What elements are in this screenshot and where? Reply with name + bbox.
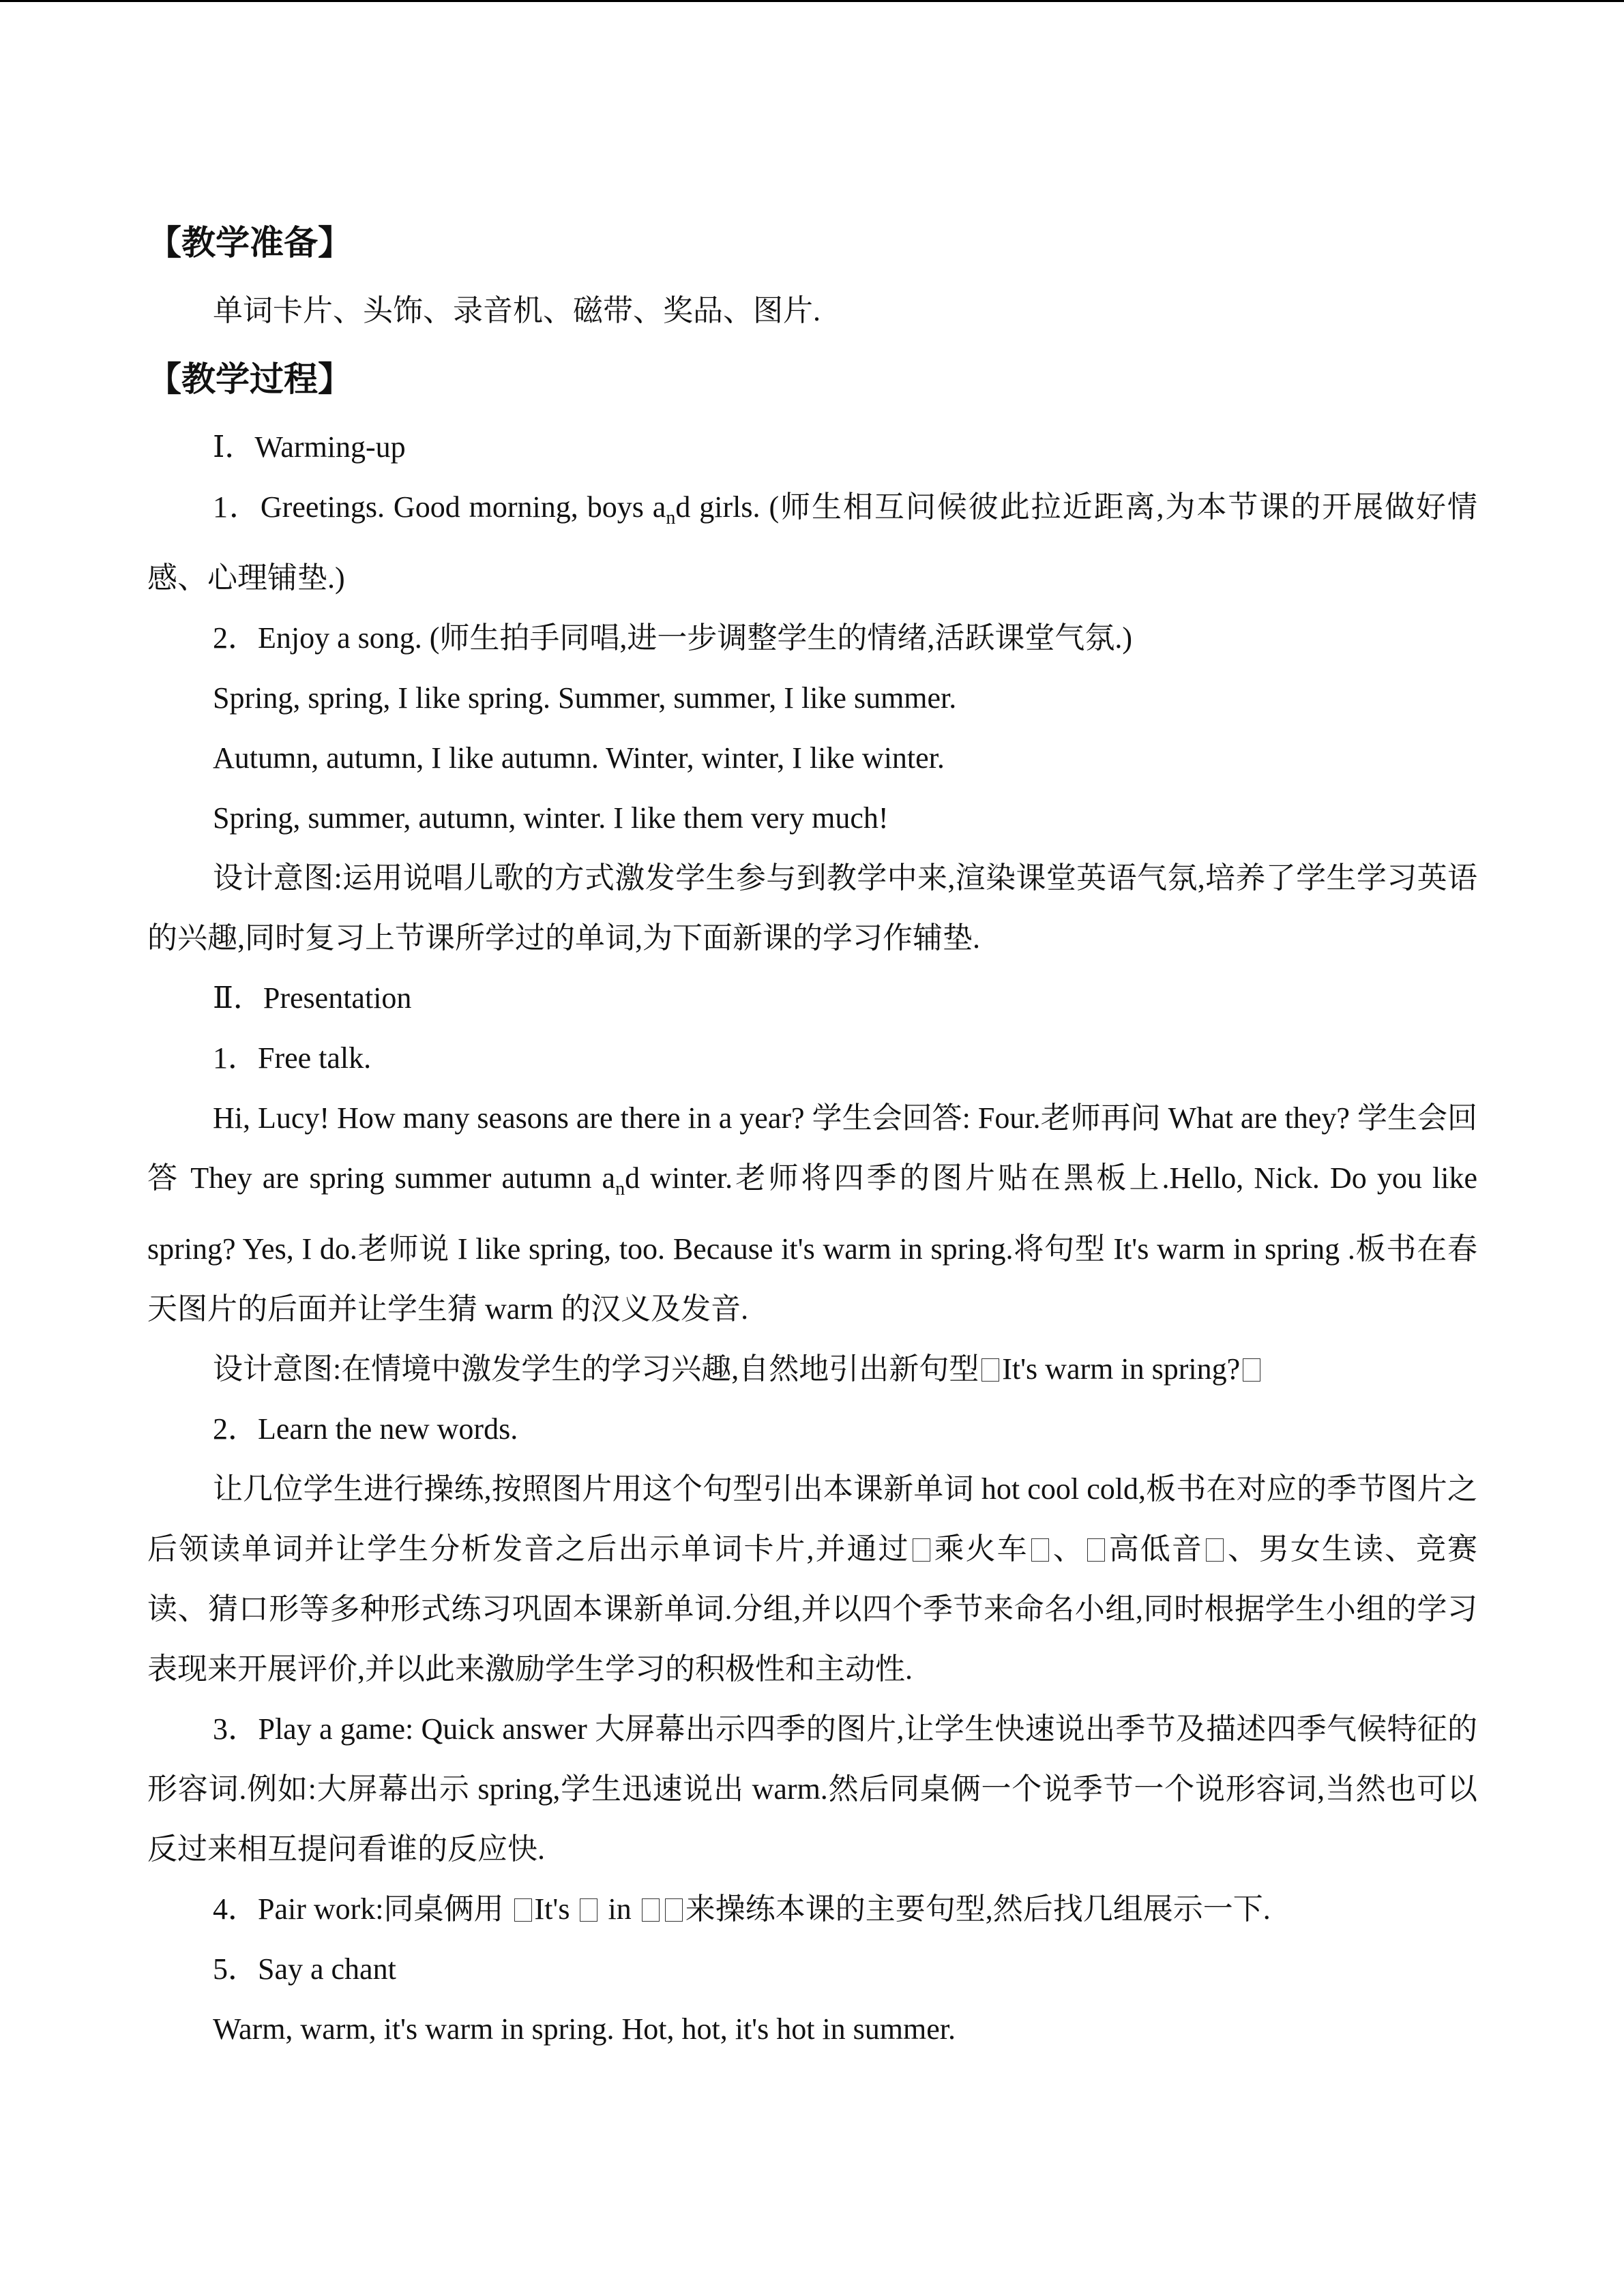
preparation-text: 单词卡片、头饰、录音机、磁带、奖品、图片. [213, 294, 821, 327]
learn-words-label: 2．Learn the new words. [213, 1412, 518, 1446]
design-intent-warming: 设计意图:运用说唱儿歌的方式激发学生参与到教学中来,渲染课堂英语气氛,培养了学生学习英语的兴趣,同时复习上节课所学过的单词,为下面新课的学习作辅垫. [147, 861, 1477, 955]
learn-words-paragraph: 让几位学生进行操练,按照图片用这个句型引出本课新单词 hot cool cold,板书在对应的季节图片之后领读单词并让学生分析发音之后出示单词卡片,并通过 乘火车 、 高低音 、男女生读、竞赛读、猜口形等多种形式练习巩固本课新单词.分组,并以四个季节来命名小组,同时根据学生小组的学习表现来开展评价,并以此来激励学生学习的积极性和主动性. [147, 1472, 1478, 1686]
missing-glyph-box [1087, 1538, 1105, 1562]
missing-glyph-box [514, 1898, 532, 1922]
missing-glyph-box [580, 1898, 597, 1922]
top-border [0, 0, 1624, 2]
missing-glyph-box [665, 1898, 683, 1922]
design-intent-presentation: 设计意图:在情境中激发学生的学习兴趣,自然地引出新句型 It's warm in spring? [147, 1339, 1477, 1399]
step-warming-up-title: Ⅰ．Warming-up [213, 430, 406, 464]
pair-work-paragraph: 4．Pair work:同桌俩用 It's in 来操练本课的主要句型,然后找几组展示一下. [213, 1892, 1271, 1926]
missing-glyph-box [913, 1538, 930, 1562]
free-talk-paragraph: Hi, Lucy! How many seasons are there in a year? 学生会回答: Four.老师再问 What are they? 学生会回答 They are spring summer autumn $a_nd$ winter.老师将四季的图片贴在黑板上.Hello, Nick. Do you like spring? Yes, I do.老师说 I like spring, too. Because it's warm in spring.将句型 It's warm in spring .板书在春天图片的后面并让学生猜 warm 的汉义及发音. [147, 1101, 1477, 1326]
song-line: Spring, summer, autumn, winter. I like them very much! [213, 801, 889, 835]
say-chant-label: 5．Say a chant [213, 1952, 396, 1986]
enjoy-song-paragraph: 2．Enjoy a song. (师生拍手同唱,进一步调整学生的情绪,活跃课堂气氛.) [213, 621, 1133, 655]
missing-glyph-box [1031, 1538, 1049, 1562]
missing-glyph-box [1206, 1538, 1224, 1562]
chant-line: Warm, warm, it's warm in spring. Hot, hot, it's hot in summer. [213, 2012, 956, 2046]
step-presentation-title: Ⅱ．Presentation [213, 981, 412, 1015]
greetings-paragraph: 1．Greetings. Good morning, boys $a_nd$ girls. (师生相互问候彼此拉近距离,为本节课的开展做好情感、心理铺垫.) [147, 490, 1478, 595]
song-line: Autumn, autumn, I like autumn. Winter, winter, I like winter. [213, 741, 945, 775]
missing-glyph-box [1243, 1358, 1260, 1382]
section-heading-preparation: 【教学准备】 [147, 224, 352, 262]
document-body [147, 205, 1477, 2059]
song-line: Spring, spring, I like spring. Summer, summer, I like summer. [213, 681, 957, 715]
free-talk-label: 1．Free talk. [213, 1041, 372, 1075]
section-heading-process: 【教学过程】 [147, 360, 352, 398]
play-game-paragraph: 3．Play a game: Quick answer 大屏幕出示四季的图片,让学生快速说出季节及描述四季气候特征的形容词.例如:大屏幕出示 spring,学生迅速说出 warm.然后同桌俩一个说季节一个说形容词,当然也可以反过来相互提问看谁的反应快. [147, 1712, 1477, 1866]
missing-glyph-box [642, 1898, 660, 1922]
missing-glyph-box [981, 1358, 999, 1382]
